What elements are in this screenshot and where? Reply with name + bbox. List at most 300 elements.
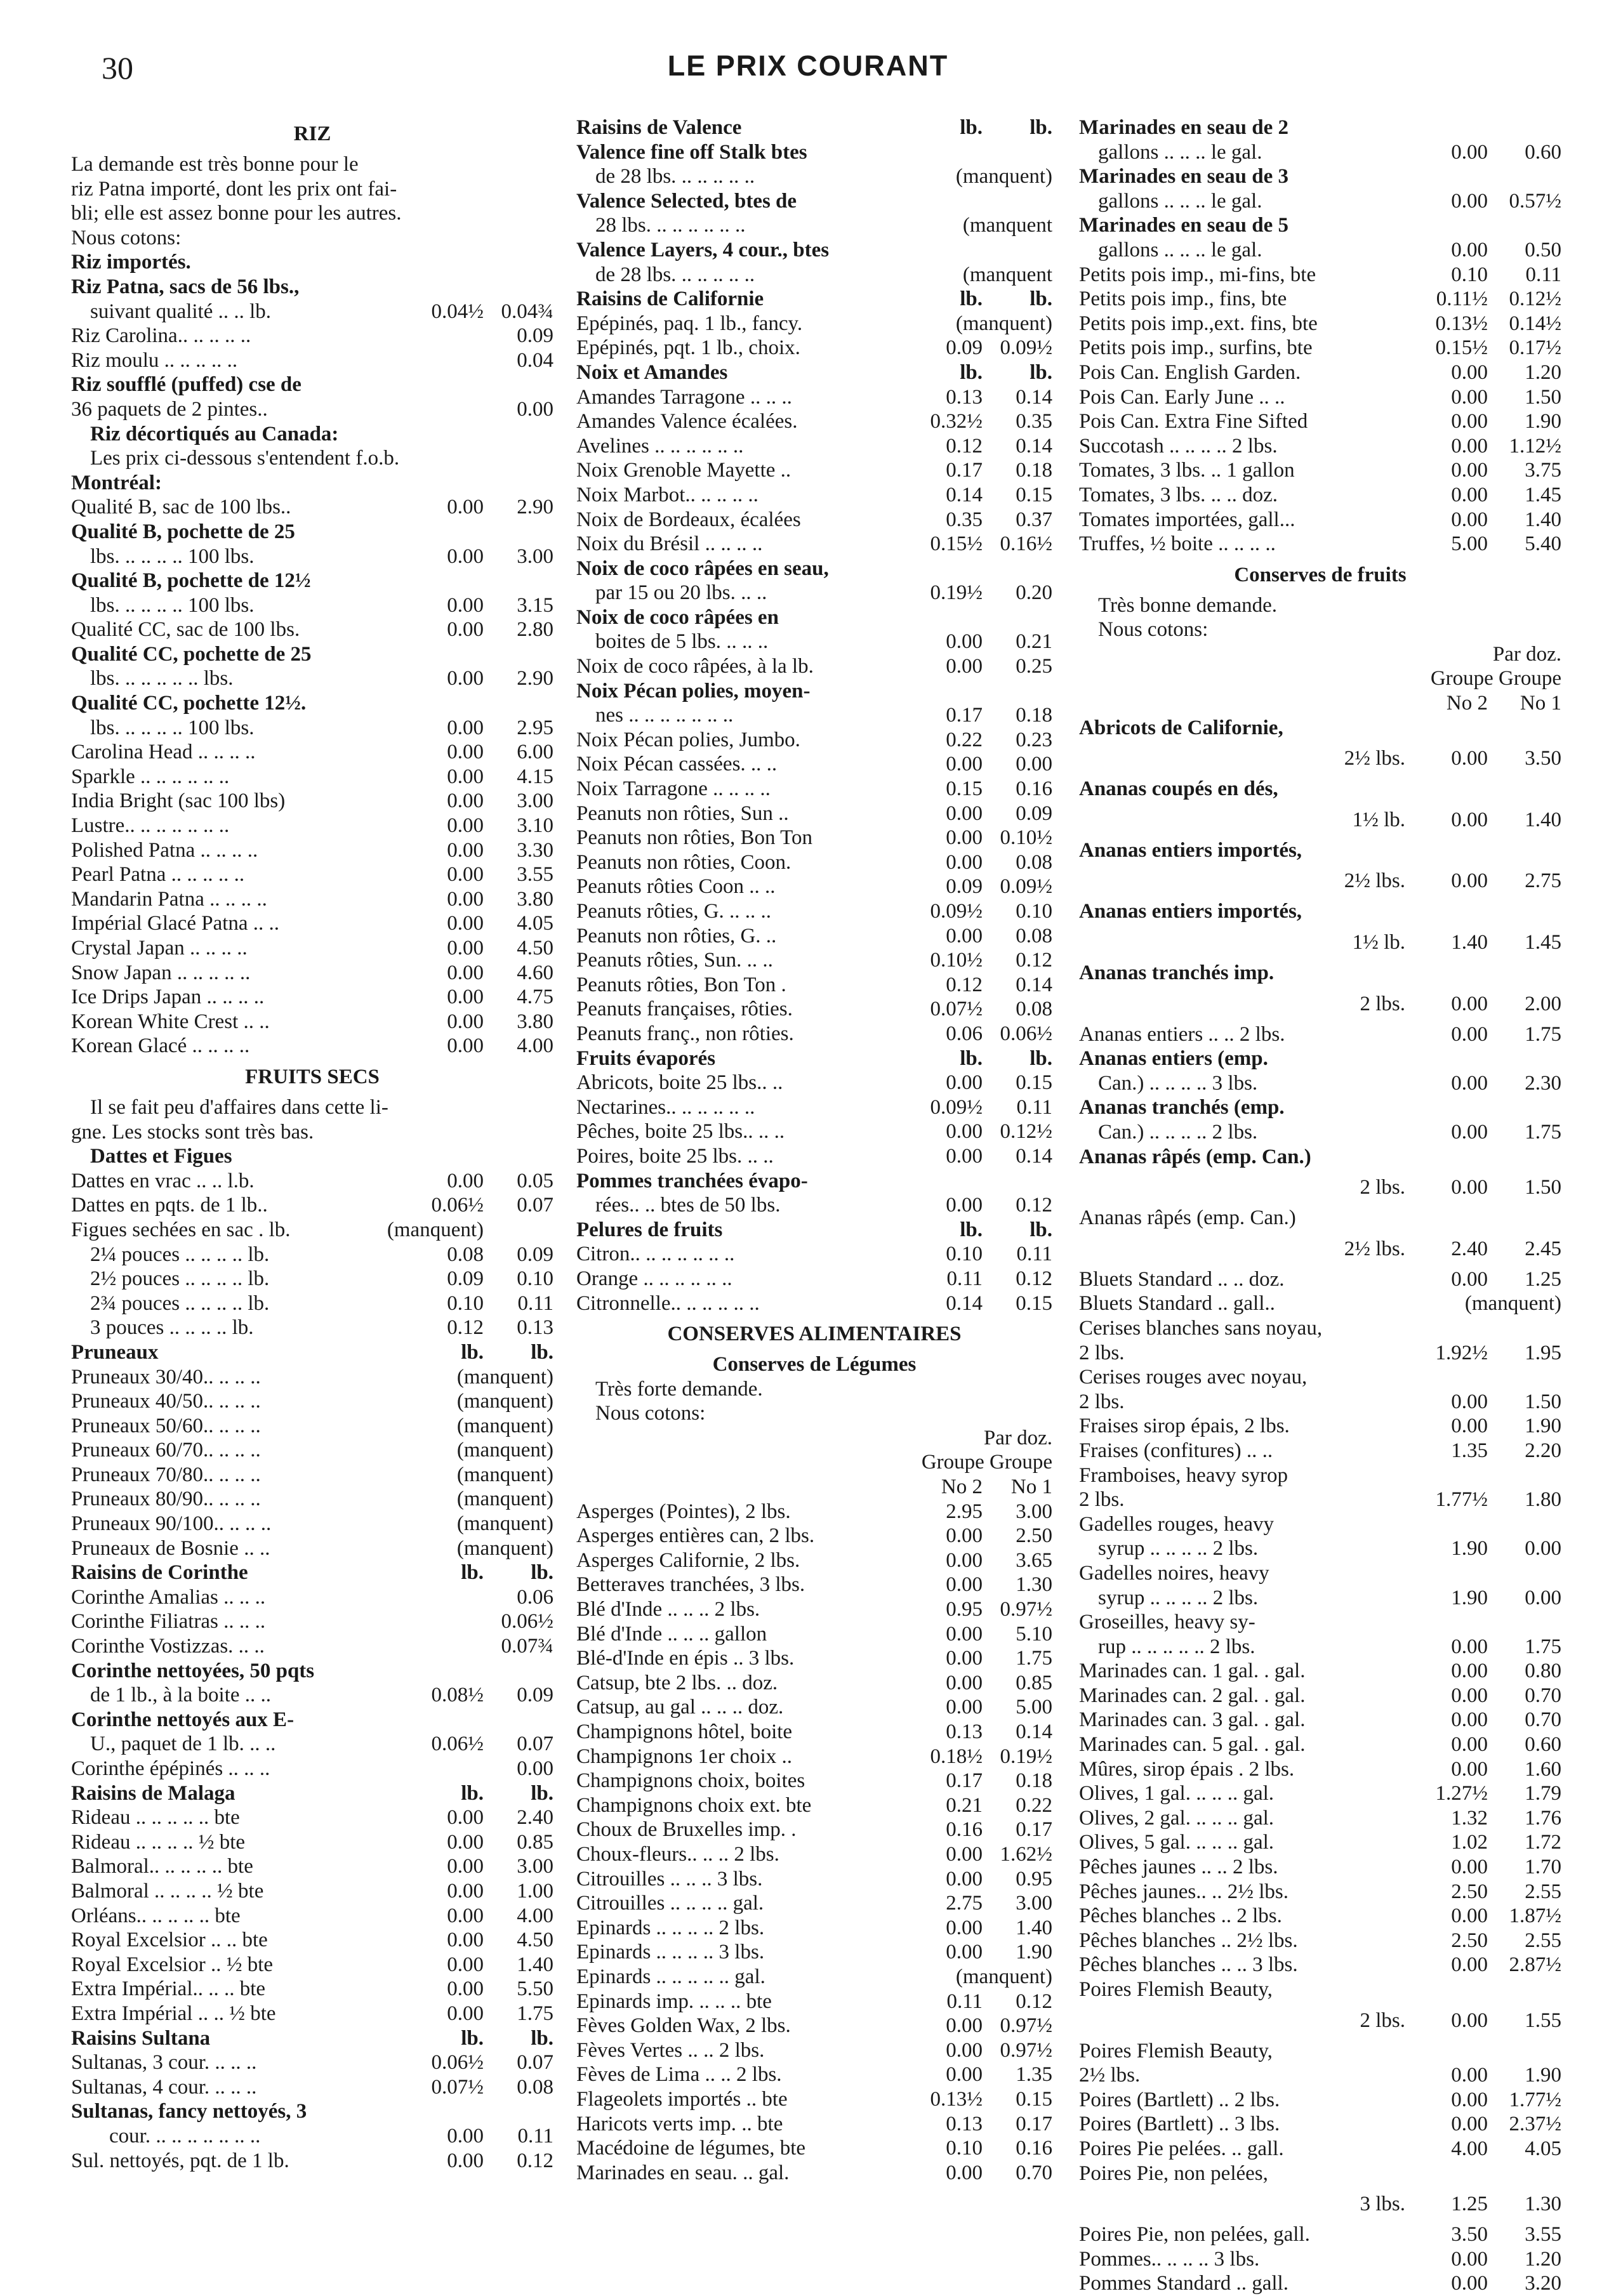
price-group-1: 1.80: [1525, 1488, 1561, 1512]
price-group-1: 0.23: [1016, 728, 1052, 751]
price-row: [576, 336, 1052, 360]
item-label: Peanuts non rôties, G. ..: [576, 924, 777, 947]
item-label: Pois Can. Early June .. ..: [1079, 385, 1285, 409]
item-label: Dattes et Figues: [90, 1145, 232, 1168]
price-row: [71, 1854, 553, 1879]
price-group-2: 0.00: [447, 814, 484, 838]
price-group-1: 1.77½: [1509, 2088, 1561, 2111]
price-row: [71, 1757, 553, 1781]
price-row: [71, 666, 553, 691]
price-group-1: 0.18: [1016, 1769, 1052, 1793]
item-label: Valence Selected, btes de: [576, 189, 797, 213]
item-label: gallons .. .. .. le gal.: [1098, 238, 1262, 261]
item-label: Riz moulu .. .. .. .. ..: [71, 348, 238, 372]
price-row: [71, 1218, 553, 1243]
item-label: Corinthe Amalias .. .. ..: [71, 1585, 266, 1609]
item-label: Noix de coco râpées en seau,: [576, 557, 829, 580]
price-row: [576, 458, 1052, 483]
item-label: Pêches blanches .. 2 lbs.: [1079, 1904, 1282, 1928]
price-row: [576, 434, 1052, 459]
price-note: 0.00: [517, 397, 553, 421]
item-label: Qualité CC, pochette de 25: [71, 642, 312, 666]
item-label: Noix de coco râpées en: [576, 605, 779, 629]
price-group-2: 0.00: [1451, 508, 1488, 531]
price-group-1: 0.07: [517, 1194, 553, 1217]
price-row: [576, 1144, 1052, 1169]
price-row: [71, 1879, 553, 1904]
price-group-1: 2.75: [1525, 869, 1561, 893]
item-label: Fèves Vertes .. .. 2 lbs.: [576, 2038, 765, 2062]
price-group-1: 0.11: [1016, 1095, 1052, 1119]
price-group-1: 0.08: [1016, 924, 1052, 947]
price-row: [576, 1500, 1052, 1524]
text-line: [71, 1340, 553, 1365]
price-row: [71, 1977, 553, 2002]
price-group-1: 1.70: [1525, 1856, 1561, 1879]
item-label: Corinthe nettoyées, 50 pqts: [71, 1659, 315, 1682]
price-group-2: 0.00: [447, 1830, 484, 1854]
price-group-1: 5.40: [1525, 532, 1561, 556]
price-row: [71, 1438, 553, 1463]
item-label: Amandes Tarragone .. .. ..: [576, 385, 792, 409]
price-group-2: 0.00: [447, 765, 484, 788]
item-label: Sultanas, fancy nettoyés, 3: [71, 2100, 307, 2123]
item-label: Pruneaux 40/50.. .. .. ..: [71, 1390, 261, 1413]
text-line: [1079, 1316, 1561, 1341]
price-group-1: 0.14: [1016, 434, 1052, 458]
item-label: Pommes tranchées évapo-: [576, 1169, 808, 1192]
text-line: [576, 189, 1052, 214]
price-group-1: 3.55: [1525, 2223, 1561, 2247]
price-group-2: 0.00: [1451, 1267, 1488, 1291]
price-group-1: 0.11: [517, 1291, 553, 1315]
price-group-2: 0.17: [946, 1769, 983, 1793]
price-row: [71, 740, 553, 765]
item-label: Poires Pie pelées. .. gall.: [1079, 2137, 1284, 2160]
price-group-1: 2.55: [1525, 1929, 1561, 1952]
item-label: Noix Pécan polies, Jumbo.: [576, 728, 800, 751]
text-line: [71, 1560, 553, 1585]
price-row: [1079, 862, 1561, 899]
price-group-1: 2.87½: [1509, 1953, 1561, 1977]
price-row: [71, 838, 553, 863]
price-row: [576, 409, 1052, 434]
item-label: Marinades can. 2 gal. . gal.: [1079, 1684, 1306, 1707]
item-label: Marinades en seau de 5: [1079, 214, 1288, 237]
text-line: [71, 250, 553, 275]
price-group-2: 0.95: [946, 1598, 983, 1621]
price-group-2: 0.00: [447, 667, 484, 690]
price-note: (manquent: [962, 263, 1052, 286]
price-group-2: 0.10½: [930, 949, 983, 972]
price-row: [576, 581, 1052, 605]
price-row: [71, 789, 553, 814]
price-group-2: 0.00: [447, 2149, 484, 2172]
item-label: syrup .. .. .. .. 2 lbs.: [1098, 1537, 1259, 1560]
price-row: [1079, 1390, 1561, 1415]
item-label: Poires Pie, non pelées,: [1079, 2161, 1268, 2185]
price-group-2: 0.00: [1451, 2113, 1488, 2136]
price-group-2: 0.00: [447, 593, 484, 617]
item-label: Raisins de Valence: [576, 116, 742, 139]
price-group-1: 0.15: [1016, 1291, 1052, 1315]
item-label: Sultanas, 4 cour. .. .. ..: [71, 2075, 257, 2099]
item-label: Poires Pie, non pelées, gall.: [1079, 2223, 1310, 2247]
item-label: Epépinés, pqt. 1 lb., choix.: [576, 336, 800, 360]
price-row: [576, 483, 1052, 508]
item-label: Citron.. .. .. .. .. .. ..: [576, 1243, 735, 1266]
item-label: Korean White Crest .. ..: [71, 1010, 270, 1033]
price-group-1: 0.11: [1525, 263, 1561, 286]
price-row: [576, 1597, 1052, 1622]
price-row: [1079, 740, 1561, 777]
price-group-1: 3.00: [1016, 1500, 1052, 1523]
price-row: [576, 1891, 1052, 1916]
item-label: Epinards .. .. .. .. 3 lbs.: [576, 1941, 765, 1964]
price-row: [576, 1671, 1052, 1696]
price-row: [576, 2087, 1052, 2112]
price-group-1: 0.25: [1016, 655, 1052, 678]
text-line: [1079, 777, 1561, 802]
price-group-1: 0.00: [1525, 1586, 1561, 1609]
price-group-1: 0.70: [1525, 1708, 1561, 1732]
text-line: [1079, 115, 1561, 140]
item-label: Olives, 1 gal. .. .. .. gal.: [1079, 1782, 1275, 1805]
price-group-1: 3.30: [517, 838, 553, 862]
text-line: [71, 520, 553, 544]
price-group-2: 0.00: [1451, 2064, 1488, 2087]
item-label: 3 lbs.: [1360, 2193, 1405, 2216]
price-group-1: 1.45: [1525, 931, 1561, 954]
price-group-1: 0.60: [1525, 140, 1561, 164]
price-group-2: 0.00: [1451, 238, 1488, 261]
item-label: Très forte demande.: [595, 1377, 763, 1401]
price-group-1: 1.50: [1525, 1176, 1561, 1199]
price-group-2: 0.13½: [930, 2087, 983, 2111]
item-label: Blé d'Inde .. .. .. gallon: [576, 1622, 767, 1646]
price-group-1: 1.62½: [1000, 1842, 1052, 1866]
price-group-2: 0.00: [447, 887, 484, 911]
price-row: [1079, 1169, 1561, 1206]
price-group-2: 0.11: [946, 1267, 983, 1290]
price-row: [576, 1548, 1052, 1573]
price-group-1: 0.15: [1016, 1071, 1052, 1095]
item-label: Asperges Californie, 2 lbs.: [576, 1548, 800, 1572]
price-row: [1079, 1635, 1561, 1659]
price-group-2: 0.00: [447, 1855, 484, 1878]
group-header: Groupe Groupe: [1430, 667, 1561, 690]
text-line: [576, 140, 1052, 165]
price-row: [1079, 1781, 1561, 1806]
price-row: [71, 1634, 553, 1659]
price-note: (manquent): [1464, 1292, 1561, 1316]
item-label: Noix et Amandes: [576, 360, 728, 384]
price-row: [71, 985, 553, 1010]
price-row: [71, 2075, 553, 2100]
price-row: [1079, 238, 1561, 263]
price-row: [1079, 189, 1561, 214]
item-label: Lustre.. .. .. .. .. .. ..: [71, 814, 230, 838]
item-label: 36 paquets de 2 pintes..: [71, 397, 268, 421]
price-row: [576, 630, 1052, 654]
price-row: [576, 654, 1052, 679]
price-group-1: 0.14: [1016, 1144, 1052, 1168]
price-row: [576, 703, 1052, 728]
item-label: Citrouilles .. .. .. .. gal.: [576, 1892, 764, 1915]
price-row: [71, 1512, 553, 1536]
price-note: (manquent): [456, 1488, 553, 1511]
price-row: [1079, 1830, 1561, 1855]
price-note: (manquent): [456, 1365, 553, 1389]
price-group-1: 2.00: [1525, 992, 1561, 1015]
item-label: Balmoral .. .. .. .. ½ bte: [71, 1879, 264, 1903]
price-group-1: 1.90: [1525, 2064, 1561, 2087]
price-row: [576, 728, 1052, 753]
item-label: Asperges (Pointes), 2 lbs.: [576, 1500, 791, 1523]
price-row: [71, 936, 553, 961]
price-group-1: 2.45: [1525, 1237, 1561, 1260]
price-group-2: 0.00: [447, 912, 484, 935]
heading-text: FRUITS SECS: [245, 1065, 380, 1088]
item-label: Ananas râpés (emp. Can.): [1079, 1206, 1296, 1230]
price-row: [1079, 1022, 1561, 1047]
price-group-1: 1.95: [1525, 1341, 1561, 1364]
text-line: [71, 691, 553, 716]
price-group-2: 1.02: [1451, 1831, 1488, 1854]
price-group-2: 2.95: [946, 1500, 983, 1523]
price-group-2: 0.15½: [930, 532, 983, 556]
price-group-1: 5.10: [1016, 1622, 1052, 1646]
price-group-2: lb.: [960, 287, 983, 311]
price-group-2: 0.00: [1451, 1757, 1488, 1781]
price-group-1: 4.50: [517, 1929, 553, 1952]
price-group-1: 0.97½: [1000, 2014, 1052, 2038]
price-row: [1079, 1267, 1561, 1292]
price-group-1: 3.80: [517, 1010, 553, 1033]
item-label: Crystal Japan .. .. .. ..: [71, 937, 248, 960]
item-label: Blé d'Inde .. .. .. 2 lbs.: [576, 1598, 760, 1621]
price-group-1: 0.06½: [1000, 1022, 1052, 1045]
text-line: [576, 115, 1052, 140]
price-row: [71, 300, 553, 324]
item-label: lbs. .. .. .. .. .. lbs.: [90, 667, 234, 690]
text-line: [1079, 1145, 1561, 1170]
price-note: (manquent): [456, 1390, 553, 1413]
price-group-2: 0.00: [1451, 189, 1488, 213]
price-note: (manquent): [955, 1965, 1052, 1988]
price-group-1: 0.85: [517, 1830, 553, 1854]
price-row: [576, 2161, 1052, 2186]
text-line: [71, 1659, 553, 1684]
price-group-1: 0.12: [1016, 949, 1052, 972]
price-row: [576, 164, 1052, 189]
price-group-1: 1.12½: [1509, 434, 1561, 458]
text-line: [1079, 716, 1561, 741]
item-label: Royal Excelsior .. .. bte: [71, 1929, 268, 1952]
item-label: 1½ lb.: [1352, 931, 1405, 954]
item-label: Gadelles noires, heavy: [1079, 1561, 1269, 1585]
price-group-2: 0.00: [447, 1929, 484, 1952]
price-group-2: 0.00: [447, 838, 484, 862]
price-group-2: 0.00: [1451, 2009, 1488, 2032]
price-group-1: 0.50: [1525, 238, 1561, 261]
price-group-2: lb.: [461, 1561, 484, 1585]
price-group-2: 0.00: [946, 1194, 983, 1217]
item-label: Snow Japan .. .. .. .. ..: [71, 961, 251, 984]
item-label: Petits pois imp., fins, bte: [1079, 287, 1287, 311]
price-group-2: 0.00: [1451, 1904, 1488, 1928]
item-label: Pearl Patna .. .. .. .. ..: [71, 863, 245, 887]
price-group-1: 1.30: [1016, 1573, 1052, 1597]
item-label: Marinades en seau de 3: [1079, 165, 1288, 188]
text-line: [71, 1144, 553, 1169]
price-row: [71, 765, 553, 789]
price-group-1: 3.75: [1525, 459, 1561, 482]
price-note: (manquent): [955, 165, 1052, 188]
item-label: Champignons choix ext. bte: [576, 1793, 812, 1817]
item-label: Champignons 1er choix ..: [576, 1745, 793, 1768]
item-label: La demande est très bonne pour le: [71, 153, 359, 176]
text-line: [1079, 899, 1561, 924]
text-line: [1079, 642, 1561, 667]
price-row: [71, 814, 553, 838]
price-row: [576, 385, 1052, 410]
price-row: [576, 826, 1052, 850]
price-group-2: 0.00: [447, 741, 484, 764]
price-group-1: 0.09: [1016, 802, 1052, 825]
price-row: [71, 617, 553, 642]
price-group-2: 0.22: [946, 728, 983, 751]
item-label: par 15 ou 20 lbs. .. ..: [595, 581, 767, 605]
text-line: [1079, 1046, 1561, 1071]
price-row: [71, 1291, 553, 1316]
item-label: Qualité B, sac de 100 lbs..: [71, 496, 291, 519]
item-label: Pruneaux 80/90.. .. .. ..: [71, 1488, 261, 1511]
item-label: Poires, boite 25 lbs. .. ..: [576, 1144, 774, 1168]
price-row: [71, 1732, 553, 1757]
price-group-1: 0.08: [517, 2075, 553, 2099]
text-line: [71, 1781, 553, 1806]
price-group-2: 0.00: [946, 802, 983, 825]
text-line: [1079, 213, 1561, 238]
price-group-1: 1.50: [1525, 385, 1561, 409]
price-group-2: 3.50: [1451, 2223, 1488, 2247]
price-group-1: 3.20: [1525, 2272, 1561, 2295]
item-label: Noix du Brésil .. .. .. ..: [576, 532, 763, 556]
price-row: [1079, 287, 1561, 312]
price-group-1: 0.07: [517, 1732, 553, 1756]
item-label: Ananas tranchés imp.: [1079, 961, 1275, 985]
price-group-1: 0.08: [1016, 850, 1052, 874]
text-line: [576, 1377, 1052, 1402]
item-label: Riz Carolina.. .. .. .. ..: [71, 324, 251, 348]
item-label: Raisins de Californie: [576, 287, 764, 311]
price-group-1: 0.19½: [1000, 1745, 1052, 1768]
item-label: syrup .. .. .. .. 2 lbs.: [1098, 1586, 1259, 1609]
price-group-1: 0.09: [517, 1243, 553, 1266]
price-group-1: 0.14: [1016, 973, 1052, 996]
price-group-2: 0.00: [447, 863, 484, 887]
item-label: Can.) .. .. .. .. 2 lbs.: [1098, 1121, 1258, 1144]
price-row: [71, 1609, 553, 1634]
item-label: Ananas entiers .. .. 2 lbs.: [1079, 1022, 1285, 1046]
price-group-2: 0.14: [946, 1291, 983, 1315]
group-no2: No 2: [941, 1475, 983, 1499]
price-row: [576, 1793, 1052, 1818]
price-group-1: 3.50: [1525, 747, 1561, 770]
price-group-2: 0.00: [1451, 1684, 1488, 1707]
item-label: Abricots, boite 25 lbs.. ..: [576, 1071, 783, 1095]
item-label: Pruneaux de Bosnie .. ..: [71, 1536, 270, 1560]
item-label: Ananas entiers importés,: [1079, 900, 1302, 923]
item-label: Nous cotons:: [71, 226, 182, 249]
price-row: [576, 1940, 1052, 1965]
item-label: Nous cotons:: [595, 1402, 706, 1425]
text-line: [1079, 617, 1561, 642]
item-label: U., paquet de 1 lb. .. ..: [90, 1732, 276, 1756]
item-label: Petits pois imp.,ext. fins, bte: [1079, 312, 1318, 335]
item-label: Pommes Standard .. gall.: [1079, 2272, 1288, 2295]
price-row: [1079, 1659, 1561, 1684]
item-label: Champignons hôtel, boite: [576, 1720, 793, 1743]
price-row: [1079, 1904, 1561, 1929]
price-row: [576, 1745, 1052, 1769]
price-group-2: lb.: [960, 360, 983, 384]
item-label: Noix Grenoble Mayette ..: [576, 459, 791, 482]
price-row: [576, 924, 1052, 949]
item-label: Orléans.. .. .. .. .. bte: [71, 1904, 241, 1927]
price-group-2: 0.04½: [431, 300, 484, 323]
price-row: [71, 1316, 553, 1340]
item-label: Mandarin Patna .. .. .. ..: [71, 887, 267, 911]
item-label: Champignons choix, boites: [576, 1769, 805, 1793]
text-line: [71, 569, 553, 593]
price-group-2: 0.00: [1451, 1856, 1488, 1879]
text-line: [576, 1046, 1052, 1071]
text-line: [576, 360, 1052, 385]
price-group-1: 3.15: [517, 593, 553, 617]
price-row: [71, 1683, 553, 1708]
price-group-1: 3.00: [517, 789, 553, 813]
item-label: Mûres, sirop épais . 2 lbs.: [1079, 1757, 1295, 1781]
price-group-1: lb.: [1030, 1046, 1052, 1070]
item-label: Peanuts rôties, G. .. .. ..: [576, 900, 772, 923]
item-label: 2½ lbs.: [1344, 747, 1405, 770]
price-group-2: 0.00: [1451, 1953, 1488, 1977]
price-row: [576, 1622, 1052, 1647]
item-label: Fraises (confitures) .. ..: [1079, 1439, 1273, 1462]
price-group-2: 0.00: [946, 2063, 983, 2087]
price-group-2: 1.27½: [1435, 1782, 1488, 1805]
price-group-2: 0.00: [1451, 1390, 1488, 1413]
price-group-2: 0.08½: [431, 1684, 484, 1707]
price-group-2: 0.00: [946, 1573, 983, 1597]
price-row: [576, 2062, 1052, 2087]
price-group-1: lb.: [1030, 1218, 1052, 1241]
item-label: Peanuts rôties, Sun. .. ..: [576, 949, 773, 972]
price-group-2: 1.90: [1451, 1586, 1488, 1609]
page-title: LE PRIX COURANT: [667, 49, 949, 82]
item-label: Peanuts non rôties, Bon Ton: [576, 826, 812, 850]
text-line: [1079, 1206, 1561, 1230]
price-group-2: 0.00: [447, 1904, 484, 1927]
price-row: [576, 1573, 1052, 1597]
price-group-1: 0.16½: [1000, 532, 1052, 556]
text-line: [576, 1450, 1052, 1475]
text-line: [576, 605, 1052, 630]
price-group-2: 0.00: [946, 924, 983, 947]
price-row: [576, 263, 1052, 287]
